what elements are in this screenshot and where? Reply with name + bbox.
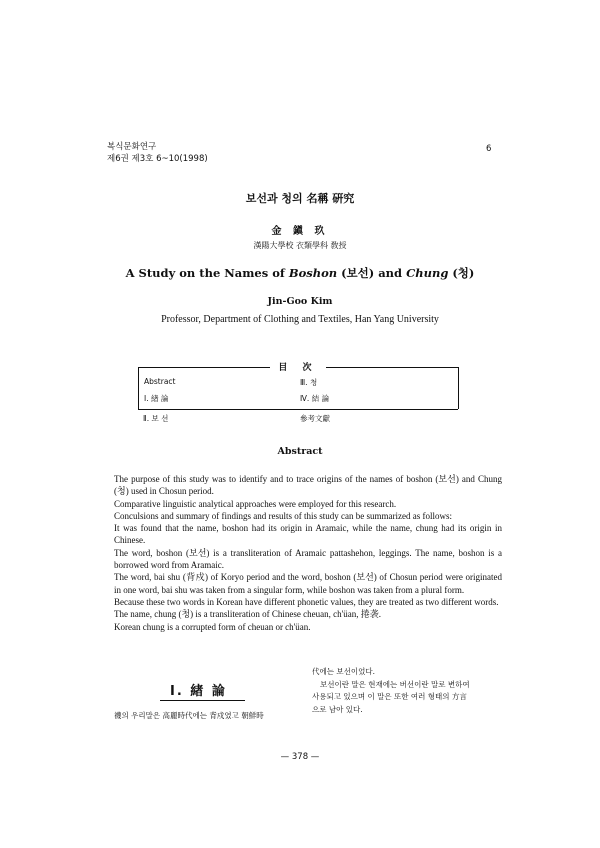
english-author: Jin-Goo Kim [267,296,333,307]
toc-item-introduction: Ⅰ. 緖 論 [144,394,169,403]
toc-top-rule-left [138,367,270,368]
body-line: 보선이란 말은 현재에는 버선이란 말로 변하여 [320,679,470,689]
table-of-contents [138,363,458,439]
toc-item-conclusion: Ⅳ. 結 論 [300,394,330,403]
body-line: 사용되고 있으며 이 말은 또한 여러 형태의 方言 [312,692,467,701]
abstract-paragraph: Because these two words in Korean have different phonetic values, they are treated as two different words. [114,596,499,607]
english-affiliation: Professor, Department of Clothing and Textiles, Han Yang University [161,314,439,325]
english-title-boshon: Boshon [288,266,338,280]
section-heading-rule [160,700,245,701]
journal-info [107,141,208,165]
journal-volume: 제6권 제3호 6~10(1998) [107,154,208,164]
abstract-paragraph: Comparative linguistic analytical approaches were employed for this research. [114,498,397,509]
english-title [0,265,600,281]
toc-right-border [458,367,459,409]
toc-top-rule-right [326,367,458,368]
toc-item-references: 參考文獻 [300,414,330,423]
header-page-number: 6 [486,144,492,154]
abstract-paragraph: The name, chung (청) is a transliteration of Chinese cheuan, ch'üan, 捲袭. [114,609,381,620]
toc-bottom-rule [138,409,458,410]
english-title-prefix: A Study on the Names of [125,266,289,280]
english-title-middle: (보선) and [337,266,407,280]
abstract-paragraph: Conculsions and summary of findings and results of this study can be summarized as follows: [114,510,452,521]
abstract-heading: Abstract [277,446,323,457]
korean-author: 金 鎭 玖 [271,226,329,237]
abstract-paragraph: The word, boshon (보선) is a transliteration of Aramaic pattashehon, leggings. The name, boshon is a borrowed word from Aramaic. [114,547,502,571]
abstract-body [114,473,502,633]
footer-page-number: — 378 — [280,752,320,762]
toc-item-chung: Ⅲ. 청 [300,378,318,387]
korean-title: 보선과 청의 名稱 硏究 [245,192,355,205]
journal-name: 복식문화연구 [107,142,157,152]
abstract-paragraph: Korean chung is a corrupted form of cheuan or ch'üan. [114,621,311,632]
right-column-text [312,666,512,716]
abstract-paragraph: The word, bai shu (背戍) of Koryo period and the word, boshon (보선) of Chosun period were originated in one word, bai shu was taken from a singular form, while boshon was taken from a plural form. [114,572,502,595]
english-title-suffix: (청) [448,266,475,280]
section-heading-introduction: Ⅰ. 緖 論 [170,684,227,699]
toc-item-boshon: Ⅱ. 보 선 [143,414,169,423]
toc-heading: 目 次 [278,363,318,373]
english-title-chung: Chung [406,266,449,280]
abstract-paragraph: It was found that the name, boshon had its origin in Aramaic, while the name, chung had its origin in Chinese. [114,523,502,546]
body-line: 으로 남아 있다. [312,704,363,714]
toc-item-abstract: Abstract [144,377,176,386]
body-line: 代에는 보선이었다. [312,667,375,676]
korean-affiliation: 漢陽大學校 衣類學科 敎授 [253,241,347,250]
abstract-paragraph: The purpose of this study was to identify and to trace origins of the names of boshon (보선) and Chung (청) used in Chosun period. [114,474,502,497]
left-column-text: 襪의 우리말은 高麗時代에는 背戍였고 朝鮮時 [114,711,264,720]
toc-left-border [138,367,139,409]
